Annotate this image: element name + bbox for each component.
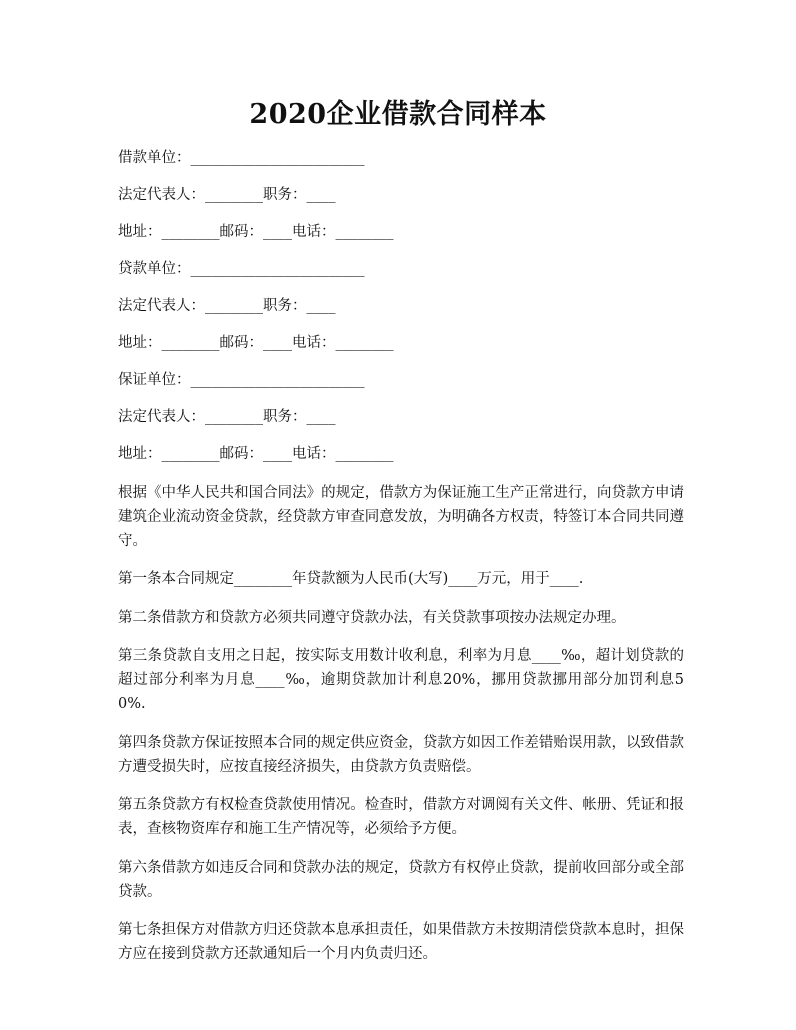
- guarantor-address-line: 地址：________邮码：____电话：________: [118, 446, 394, 462]
- document-body: [118, 146, 684, 979]
- article-6-paragraph: 第六条借款方如违反合同和贷款办法的规定，贷款方有权停止贷款，提前收回部分或全部贷款。: [118, 859, 684, 900]
- article-1-paragraph: 第一条本合同规定________年贷款额为人民币(大写)____万元，用于____.: [118, 571, 584, 587]
- article-2-paragraph: 第二条借款方和贷款方必须共同遵守贷款办法，有关贷款事项按办法规定办理。: [118, 609, 626, 626]
- borrower-unit-line: 借款单位：________________________: [118, 150, 365, 166]
- article-3-paragraph: 第三条贷款自支用之日起，按实际支用数计收利息，利率为月息____‰，超计划贷款的超过部分利率为月息____‰，逾期贷款加计利息20%，挪用贷款挪用部分加罚利息50%.: [118, 648, 684, 712]
- preamble-paragraph: 根据《中华人民共和国合同法》的规定，借款方为保证施工生产正常进行，向贷款方申请建筑企业流动资金贷款，经贷款方审查同意发放，为明确各方权责，特签订本合同共同遵守。: [118, 484, 684, 549]
- borrower-address-line: 地址：________邮码：____电话：________: [118, 224, 394, 240]
- lender-address-line: 地址：________邮码：____电话：________: [118, 335, 394, 351]
- guarantor-unit-line: 保证单位：________________________: [118, 372, 365, 388]
- article-7-paragraph: 第七条担保方对借款方归还贷款本息承担责任，如果借款方未按期清偿贷款本息时，担保方应在接到贷款方还款通知后一个月内负责归还。: [118, 922, 684, 962]
- lender-unit-line: 贷款单位：________________________: [118, 261, 365, 277]
- article-5-paragraph: 第五条贷款方有权检查贷款使用情况。检查时，借款方对调阅有关文件、帐册、凭证和报表，查核物资库存和施工生产情况等，必须给予方便。: [118, 797, 684, 837]
- document-title: 2020企业借款合同样本: [249, 99, 547, 130]
- lender-representative-line: 法定代表人：________职务：____: [118, 298, 336, 314]
- borrower-representative-line: 法定代表人：________职务：____: [118, 187, 336, 203]
- article-4-paragraph: 第四条贷款方保证按照本合同的规定供应资金，贷款方如因工作差错贻误用款，以致借款方遭受损失时，应按直接经济损失，由贷款方负责赔偿。: [118, 734, 684, 775]
- guarantor-representative-line: 法定代表人：________职务：____: [118, 409, 336, 425]
